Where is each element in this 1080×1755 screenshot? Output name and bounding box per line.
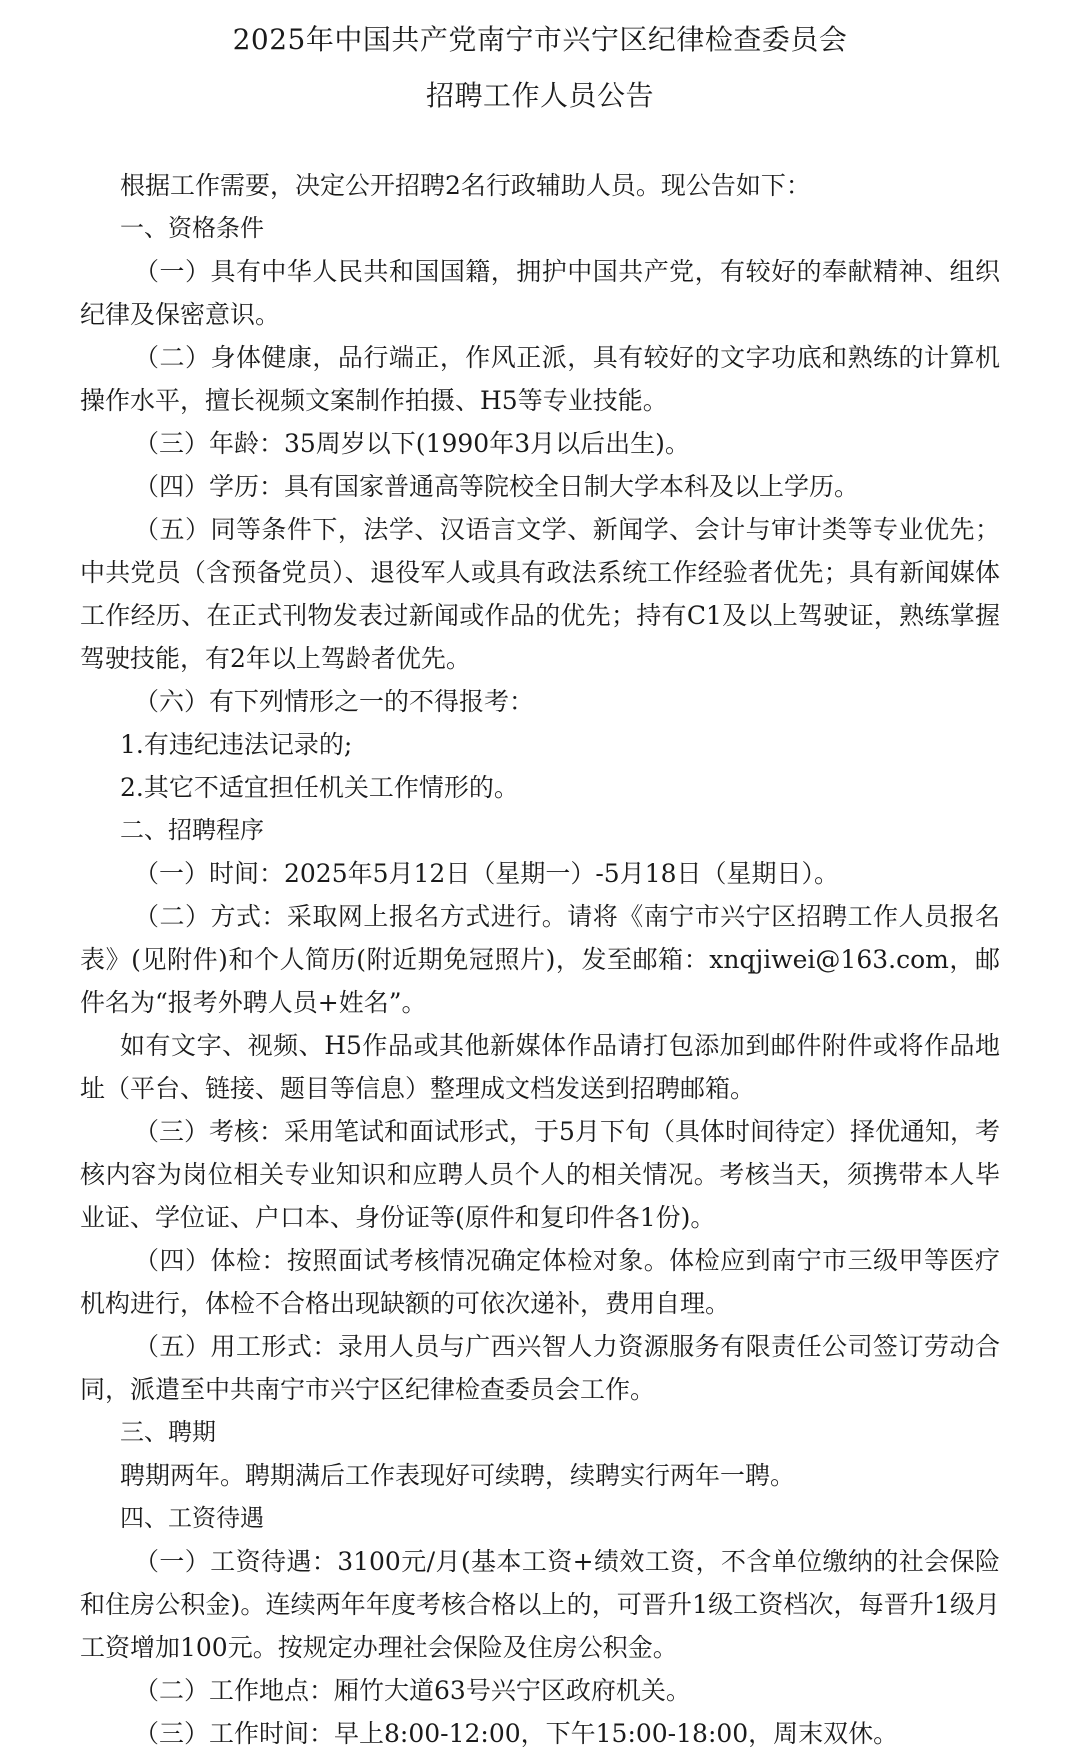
term-paragraph: 聘期两年。聘期满后工作表现好可续聘，续聘实行两年一聘。 (120, 1461, 796, 1490)
salary-item: （二）工作地点：厢竹大道63号兴宁区政府机关。 (134, 1676, 691, 1705)
exclusion-item: 2.其它不适宜担任机关工作情形的。 (120, 773, 519, 802)
document-body (80, 164, 1000, 1755)
section-heading-term: 三、聘期 (120, 1418, 216, 1446)
qualification-item: （五）同等条件下，法学、汉语言文学、新闻学、会计与审计类等专业优先；中共党员（含预备党员）、退役军人或具有政法系统工作经验者优先；具有新闻媒体工作经历、在正式刊物发表过新闻或作品的优先；持有C1及以上驾驶证，熟练掌握驾驶技能，有2年以上驾龄者优先。 (80, 515, 1000, 673)
qualification-item: （一）具有中华人民共和国国籍，拥护中国共产党，有较好的奉献精神、组织纪律及保密意识。 (80, 257, 1000, 329)
qualification-item: （六）有下列情形之一的不得报考： (134, 687, 535, 716)
procedure-item: （三）考核：采用笔试和面试形式，于5月下旬（具体时间待定）择优通知，考核内容为岗位相关专业知识和应聘人员个人的相关情况。考核当天，须携带本人毕业证、学位证、户口本、身份证等(原件和复印件各1份)。 (80, 1117, 1000, 1232)
section-heading-procedure: 二、招聘程序 (120, 816, 264, 844)
qualification-item: （四）学历：具有国家普通高等院校全日制大学本科及以上学历。 (134, 472, 860, 501)
section-heading-salary: 四、工资待遇 (120, 1504, 264, 1532)
salary-item: （三）工作时间：早上8:00-12:00，下午15:00-18:00，周末双休。 (134, 1719, 899, 1748)
exclusion-item: 1.有违纪违法记录的; (120, 730, 353, 759)
qualification-item: （二）身体健康，品行端正，作风正派，具有较好的文字功底和熟练的计算机操作水平，擅长视频文案制作拍摄、H5等专业技能。 (80, 343, 1000, 415)
title-line-2: 招聘工作人员公告 (425, 79, 654, 112)
procedure-item: （四）体检：按照面试考核情况确定体检对象。体检应到南宁市三级甲等医疗机构进行，体检不合格出现缺额的可依次递补，费用自理。 (80, 1246, 1000, 1318)
procedure-note: 如有文字、视频、H5作品或其他新媒体作品请打包添加到邮件附件或将作品地址（平台、链接、题目等信息）整理成文档发送到招聘邮箱。 (80, 1031, 1000, 1103)
document-title (0, 12, 1080, 124)
qualification-item: （三）年龄：35周岁以下(1990年3月以后出生)。 (134, 429, 690, 458)
procedure-item: （二）方式：采取网上报名方式进行。请将《南宁市兴宁区招聘工作人员报名表》(见附件)和个人简历(附近期免冠照片)，发至邮箱：xnqjiwei@163.com，邮件名为“报考外聘人员+姓名”。 (80, 902, 1000, 1017)
salary-item: （一）工资待遇：3100元/月(基本工资+绩效工资，不含单位缴纳的社会保险和住房公积金)。连续两年年度考核合格以上的，可晋升1级工资档次，每晋升1级月工资增加100元。按规定办理社会保险及住房公积金。 (80, 1547, 1000, 1662)
section-heading-qualifications: 一、资格条件 (120, 214, 264, 242)
procedure-item: （五）用工形式：录用人员与广西兴智人力资源服务有限责任公司签订劳动合同，派遣至中共南宁市兴宁区纪律检查委员会工作。 (80, 1332, 1000, 1404)
intro-paragraph: 根据工作需要，决定公开招聘2名行政辅助人员。现公告如下： (120, 171, 811, 200)
procedure-item: （一）时间：2025年5月12日（星期一）-5月18日（星期日）。 (134, 859, 840, 888)
title-line-1: 2025年中国共产党南宁市兴宁区纪律检查委员会 (232, 23, 848, 56)
